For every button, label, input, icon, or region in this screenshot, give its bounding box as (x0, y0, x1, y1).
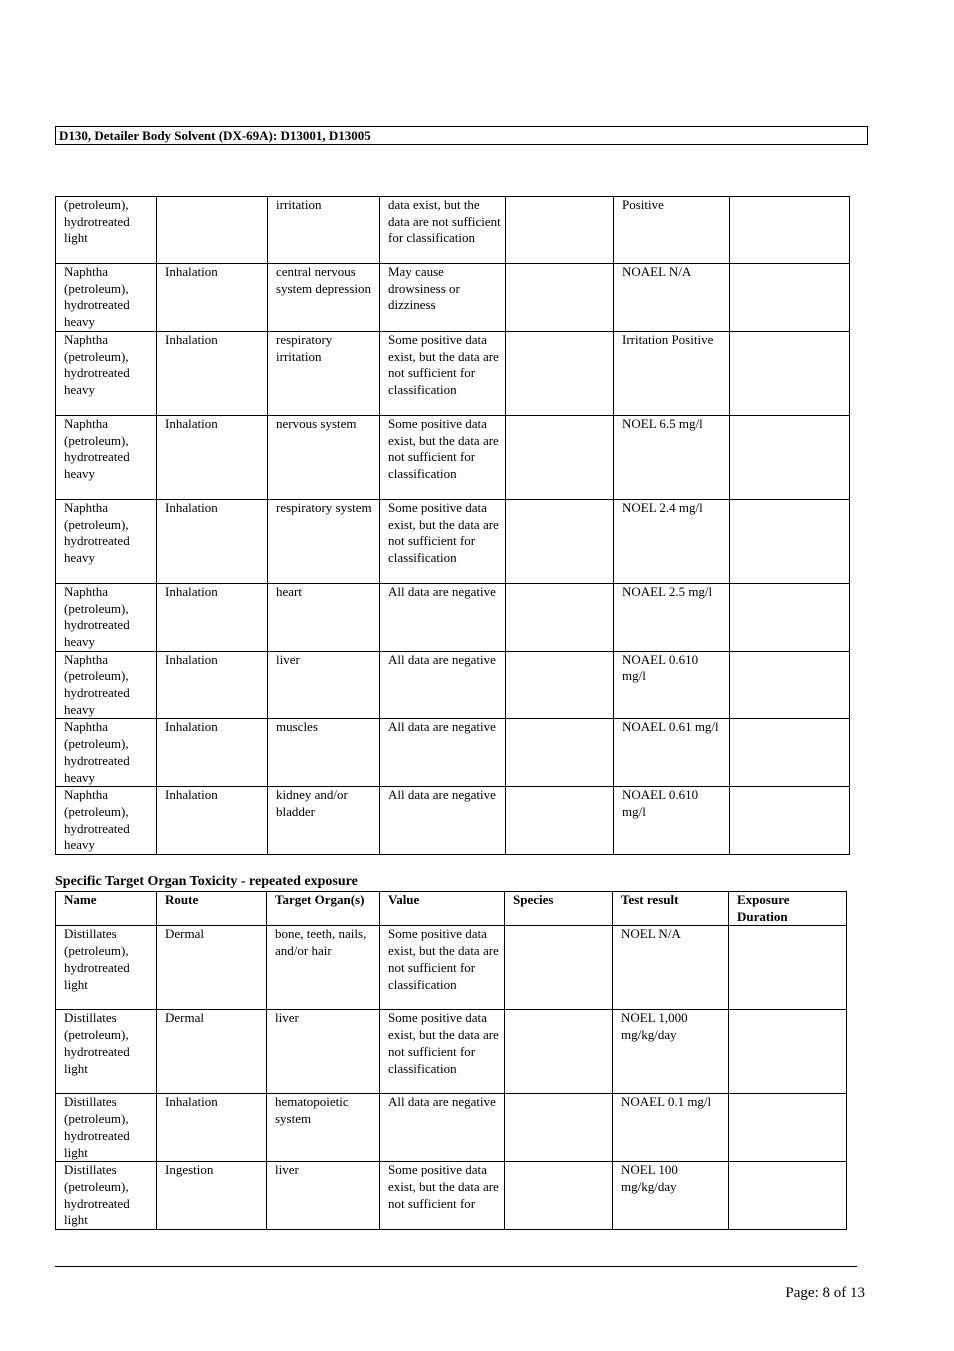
table-row (56, 197, 850, 264)
cell-exposure-duration (730, 719, 850, 787)
cell-value: All data are negative (380, 787, 506, 855)
cell-target-organ: central nervous system depression (268, 264, 380, 332)
cell-exposure-duration (729, 926, 847, 1010)
cell-target-organ: hematopoietic system (267, 1094, 380, 1162)
cell-species (505, 1162, 613, 1230)
cell-route (157, 197, 268, 264)
cell-name: Naphtha (petroleum), hydrotreated heavy (56, 331, 157, 415)
column-header-route: Route (157, 892, 267, 926)
cell-target-organ: liver (268, 651, 380, 719)
cell-exposure-duration (730, 415, 850, 499)
cell-name: Distillates (petroleum), hydrotreated light (56, 1162, 157, 1230)
cell-value: Some positive data exist, but the data are not sufficient for classification (380, 1010, 505, 1094)
cell-species (506, 197, 614, 264)
repeated-exposure-table (55, 891, 847, 1230)
document-header (55, 126, 868, 145)
cell-exposure-duration (730, 264, 850, 332)
footer-divider (55, 1266, 857, 1267)
cell-name: Distillates (petroleum), hydrotreated light (56, 1010, 157, 1094)
page-number: Page: 8 of 13 (785, 1285, 865, 1301)
cell-route: Inhalation (157, 415, 268, 499)
cell-value: Some positive data exist, but the data are not sufficient for classification (380, 331, 506, 415)
table-row (56, 331, 850, 415)
cell-exposure-duration (730, 583, 850, 651)
column-header-target-organ: Target Organ(s) (267, 892, 380, 926)
column-header-name: Name (56, 892, 157, 926)
cell-name: Naphtha (petroleum), hydrotreated heavy (56, 499, 157, 583)
cell-value: data exist, but the data are not sufficient for classification (380, 197, 506, 264)
cell-value: May cause drowsiness or dizziness (380, 264, 506, 332)
cell-route: Inhalation (157, 1094, 267, 1162)
table-row (56, 719, 850, 787)
cell-value: Some positive data exist, but the data are not sufficient for classification (380, 415, 506, 499)
cell-species (506, 331, 614, 415)
column-header-species: Species (505, 892, 613, 926)
cell-name: Naphtha (petroleum), hydrotreated heavy (56, 787, 157, 855)
cell-route: Inhalation (157, 583, 268, 651)
cell-target-organ: kidney and/or bladder (268, 787, 380, 855)
cell-species (506, 787, 614, 855)
table-row (56, 787, 850, 855)
cell-route: Inhalation (157, 331, 268, 415)
cell-species (505, 1094, 613, 1162)
cell-test-result: NOEL 1,000 mg/kg/day (613, 1010, 729, 1094)
cell-exposure-duration (730, 331, 850, 415)
cell-species (505, 1010, 613, 1094)
cell-route: Inhalation (157, 499, 268, 583)
cell-name: Distillates (petroleum), hydrotreated light (56, 926, 157, 1010)
cell-exposure-duration (729, 1010, 847, 1094)
cell-test-result: NOAEL 0.1 mg/l (613, 1094, 729, 1162)
cell-value: All data are negative (380, 651, 506, 719)
table-header-row (56, 892, 847, 926)
cell-test-result: Irritation Positive (614, 331, 730, 415)
cell-route: Inhalation (157, 651, 268, 719)
cell-route: Inhalation (157, 264, 268, 332)
cell-test-result: NOEL 6.5 mg/l (614, 415, 730, 499)
column-header-exposure-duration: Exposure Duration (729, 892, 847, 926)
cell-route: Dermal (157, 926, 267, 1010)
cell-target-organ: bone, teeth, nails, and/or hair (267, 926, 380, 1010)
cell-species (506, 499, 614, 583)
table-row (56, 926, 847, 1010)
column-header-test-result: Test result (613, 892, 729, 926)
cell-name: Naphtha (petroleum), hydrotreated heavy (56, 651, 157, 719)
cell-exposure-duration (730, 651, 850, 719)
cell-name: Naphtha (petroleum), hydrotreated heavy (56, 719, 157, 787)
cell-name: Naphtha (petroleum), hydrotreated heavy (56, 583, 157, 651)
cell-target-organ: liver (267, 1010, 380, 1094)
cell-test-result: NOEL N/A (613, 926, 729, 1010)
single-exposure-table-body (56, 197, 850, 855)
table-row (56, 651, 850, 719)
cell-value: Some positive data exist, but the data are not sufficient for classification (380, 499, 506, 583)
document-title: D130, Detailer Body Solvent (DX-69A): D13001, D13005 (59, 128, 371, 143)
cell-route: Inhalation (157, 719, 268, 787)
table-row (56, 415, 850, 499)
cell-species (506, 719, 614, 787)
repeated-exposure-title: Specific Target Organ Toxicity - repeated exposure (55, 874, 358, 889)
table-row (56, 583, 850, 651)
cell-value: All data are negative (380, 719, 506, 787)
cell-route: Dermal (157, 1010, 267, 1094)
cell-value: All data are negative (380, 1094, 505, 1162)
cell-name: Distillates (petroleum), hydrotreated light (56, 1094, 157, 1162)
table-row (56, 1094, 847, 1162)
cell-exposure-duration (729, 1162, 847, 1230)
cell-value: Some positive data exist, but the data are not sufficient for classification (380, 926, 505, 1010)
cell-target-organ: irritation (268, 197, 380, 264)
table-row (56, 264, 850, 332)
cell-test-result: NOEL 100 mg/kg/day (613, 1162, 729, 1230)
cell-route: Inhalation (157, 787, 268, 855)
cell-target-organ: muscles (268, 719, 380, 787)
table-row (56, 1010, 847, 1094)
cell-exposure-duration (729, 1094, 847, 1162)
cell-name: Naphtha (petroleum), hydrotreated heavy (56, 264, 157, 332)
cell-route: Ingestion (157, 1162, 267, 1230)
repeated-exposure-table-body (56, 926, 847, 1230)
cell-test-result: NOAEL 2.5 mg/l (614, 583, 730, 651)
cell-species (506, 415, 614, 499)
cell-target-organ: respiratory irritation (268, 331, 380, 415)
cell-name: (petroleum), hydrotreated light (56, 197, 157, 264)
cell-target-organ: heart (268, 583, 380, 651)
table-row (56, 1162, 847, 1230)
cell-exposure-duration (730, 197, 850, 264)
cell-test-result: NOAEL 0.61 mg/l (614, 719, 730, 787)
cell-test-result: NOAEL N/A (614, 264, 730, 332)
cell-test-result: NOEL 2.4 mg/l (614, 499, 730, 583)
cell-name: Naphtha (petroleum), hydrotreated heavy (56, 415, 157, 499)
cell-species (506, 651, 614, 719)
cell-test-result: NOAEL 0.610 mg/l (614, 651, 730, 719)
single-exposure-table (55, 196, 850, 855)
table-row (56, 499, 850, 583)
cell-target-organ: respiratory system (268, 499, 380, 583)
column-header-value: Value (380, 892, 505, 926)
cell-target-organ: liver (267, 1162, 380, 1230)
cell-target-organ: nervous system (268, 415, 380, 499)
cell-species (505, 926, 613, 1010)
cell-test-result: NOAEL 0.610 mg/l (614, 787, 730, 855)
cell-species (506, 583, 614, 651)
cell-value: All data are negative (380, 583, 506, 651)
cell-value: Some positive data exist, but the data are not sufficient for (380, 1162, 505, 1230)
cell-exposure-duration (730, 787, 850, 855)
cell-species (506, 264, 614, 332)
cell-test-result: Positive (614, 197, 730, 264)
cell-exposure-duration (730, 499, 850, 583)
